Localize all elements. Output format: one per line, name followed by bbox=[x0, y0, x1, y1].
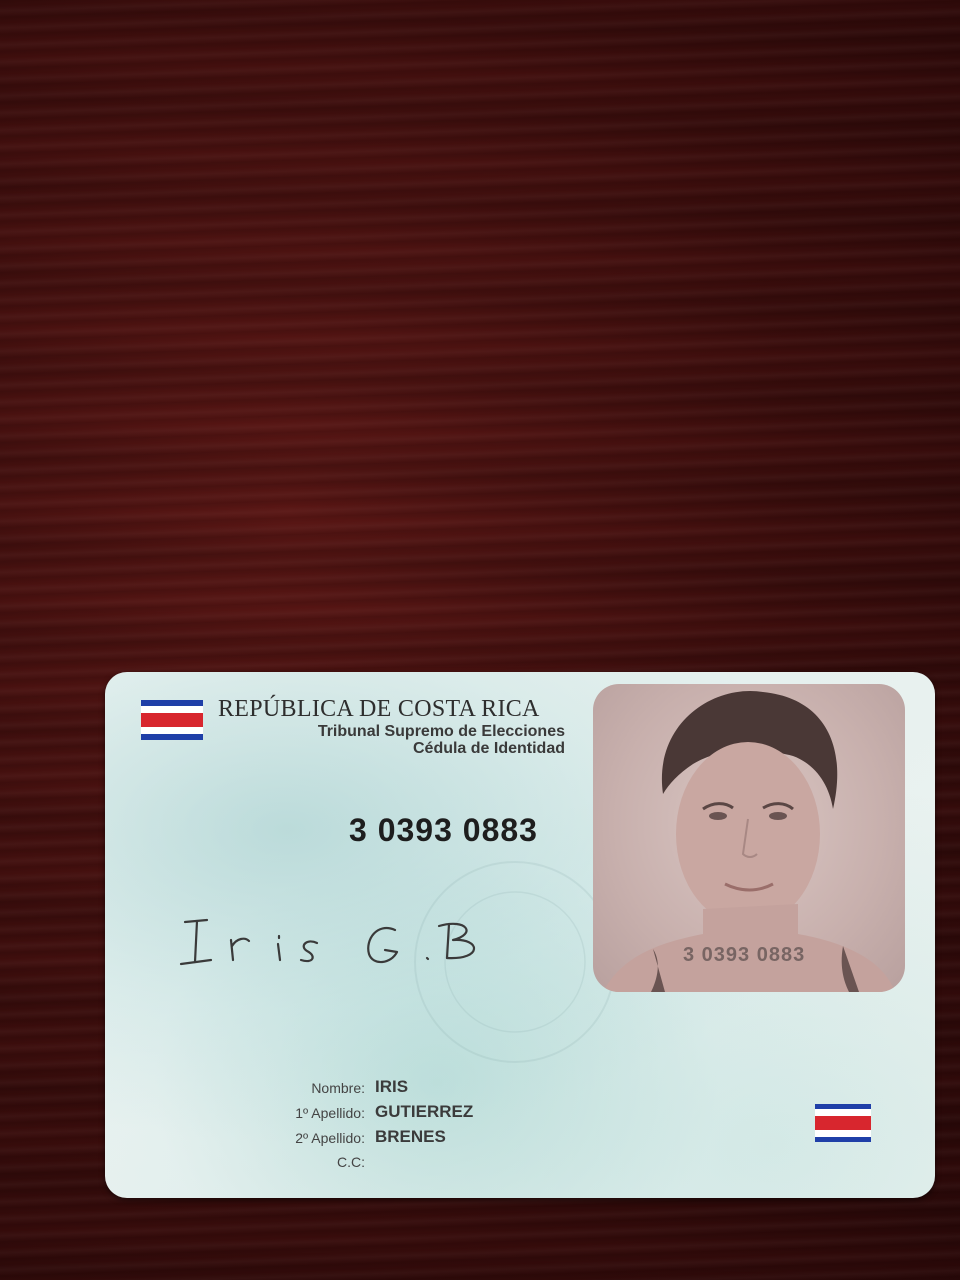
document-type: Cédula de Identidad bbox=[412, 740, 565, 757]
field-label: 2º Apellido: bbox=[295, 1130, 365, 1146]
field-cc bbox=[255, 1150, 725, 1174]
field-nombre bbox=[255, 1076, 725, 1100]
field-label: C.C: bbox=[337, 1154, 365, 1170]
field-label: Nombre: bbox=[311, 1080, 365, 1096]
costa-rica-flag-small-icon bbox=[815, 1104, 871, 1142]
field-segundo-apellido bbox=[255, 1126, 725, 1150]
field-label: 1º Apellido: bbox=[295, 1105, 365, 1121]
field-value: BRENES bbox=[375, 1127, 446, 1146]
field-value: GUTIERREZ bbox=[375, 1102, 474, 1121]
handwritten-signature bbox=[177, 910, 557, 980]
field-primer-apellido bbox=[255, 1101, 725, 1125]
costa-rica-flag-icon bbox=[141, 700, 203, 740]
signature-strokes bbox=[177, 910, 557, 980]
photo-id-number: 3 0393 0883 bbox=[683, 944, 806, 966]
field-value: IRIS bbox=[375, 1077, 409, 1096]
holder-photo bbox=[593, 684, 905, 992]
identity-card bbox=[105, 672, 935, 1198]
id-number: 3 0393 0883 bbox=[349, 812, 538, 848]
issuing-authority: Tribunal Supremo de Elecciones bbox=[317, 723, 565, 740]
country-name: REPÚBLICA DE COSTA RICA bbox=[218, 696, 540, 722]
